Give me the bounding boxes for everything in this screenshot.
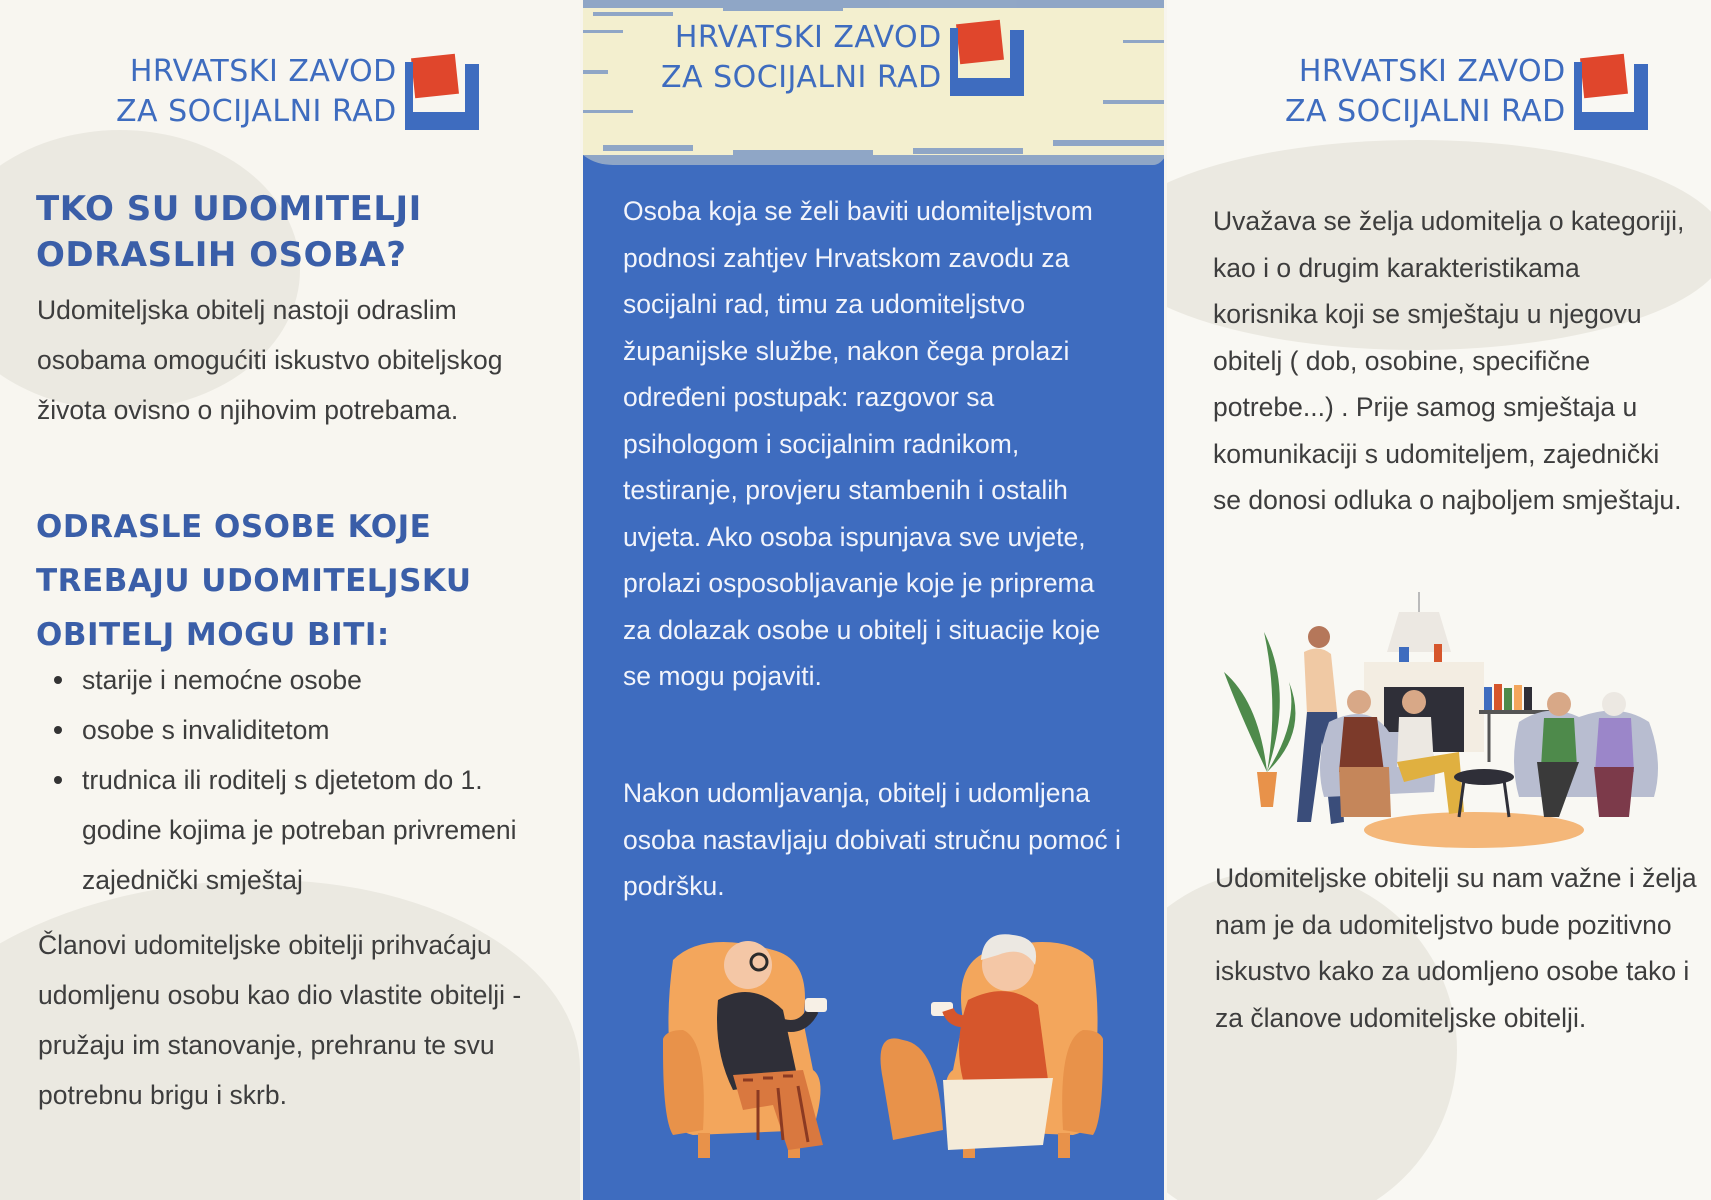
brand-name xyxy=(661,18,942,98)
brand-line2: ZA SOCIJALNI RAD xyxy=(1285,94,1566,129)
list-item: trudnica ili roditelj s djetetom do 1. godine kojima je potreban privremeni zajednički smještaj xyxy=(37,755,557,905)
intro-paragraph: Udomiteljska obitelj nastoji odraslim osobama omogućiti iskustvo obiteljskog života ovisno o njihovim potrebama. xyxy=(37,295,503,425)
brand-logo xyxy=(661,18,1024,98)
institution-logo-icon xyxy=(1574,52,1648,132)
institution-logo-icon xyxy=(950,18,1024,98)
brand-logo xyxy=(116,52,479,132)
list-item: starije i nemoćne osobe xyxy=(37,655,557,705)
preferences-paragraph: Uvažava se želja udomitelja o kategoriji, kao i o drugim karakteristikama korisnika koji se smještaju u njegovu obitelj ( dob, osobine, specifične potrebe...) . Prije samog smještaja u komunikaciji s udomiteljem, zajednički se donosi odluka o najboljem smještaju. xyxy=(1213,206,1685,515)
right-panel xyxy=(1167,0,1711,1200)
middle-panel xyxy=(583,0,1164,1200)
heading-who-are-foster-carers: TKO SU UDOMITELJI ODRASLIH OSOBA? xyxy=(36,189,422,275)
list-item: osobe s invaliditetom xyxy=(37,705,557,755)
brand-name xyxy=(1285,52,1566,132)
brand-logo xyxy=(1285,52,1648,132)
continued-support-paragraph: Nakon udomljavanja, obitelj i udomljena osoba nastavljaju dobivati stručnu pomoć i podršku. xyxy=(623,778,1121,901)
eligible-persons-list xyxy=(37,655,557,905)
brand-name xyxy=(116,52,397,132)
brand-line2: ZA SOCIJALNI RAD xyxy=(116,94,397,129)
brand-line2: ZA SOCIJALNI RAD xyxy=(661,60,942,95)
brand-line1: HRVATSKI ZAVOD xyxy=(1298,54,1566,89)
institution-logo-icon xyxy=(405,52,479,132)
family-living-room-illustration xyxy=(1219,592,1679,850)
brand-line1: HRVATSKI ZAVOD xyxy=(129,54,397,89)
left-panel xyxy=(0,0,580,1200)
application-process-paragraph: Osoba koja se želi baviti udomiteljstvom podnosi zahtjev Hrvatskom zavodu za socijalni rad, timu za udomiteljstvo županijske službe, nakon čega prolazi određeni postupak: razgovor sa psihologom i socijalnim radnikom, testiranje, provjeru stambenih i ostalih uvjeta. Ako osoba ispunjava sve uvjete, prolazi osposobljavanje koje je priprema za dolazak osobe u obitelj i situacije koje se mogu pojaviti. xyxy=(623,196,1101,691)
closing-paragraph: Članovi udomiteljske obitelji prihvaćaju udomljenu osobu kao dio vlastite obitelji - pružaju im stanovanje, prehranu te svu potrebnu brigu i skrb. xyxy=(38,930,522,1110)
brand-line1: HRVATSKI ZAVOD xyxy=(674,20,942,55)
heading-adults-needing-family: ODRASLE OSOBE KOJE TREBAJU UDOMITELJSKU OBITELJ MOGU BITI: xyxy=(36,509,472,653)
importance-paragraph: Udomiteljske obitelji su nam važne i želja nam je da udomiteljstvo bude pozitivno iskustvo kako za udomljeno osobe tako i za članove udomiteljske obitelji. xyxy=(1215,863,1697,1033)
elderly-couple-tea-illustration xyxy=(663,930,1103,1165)
